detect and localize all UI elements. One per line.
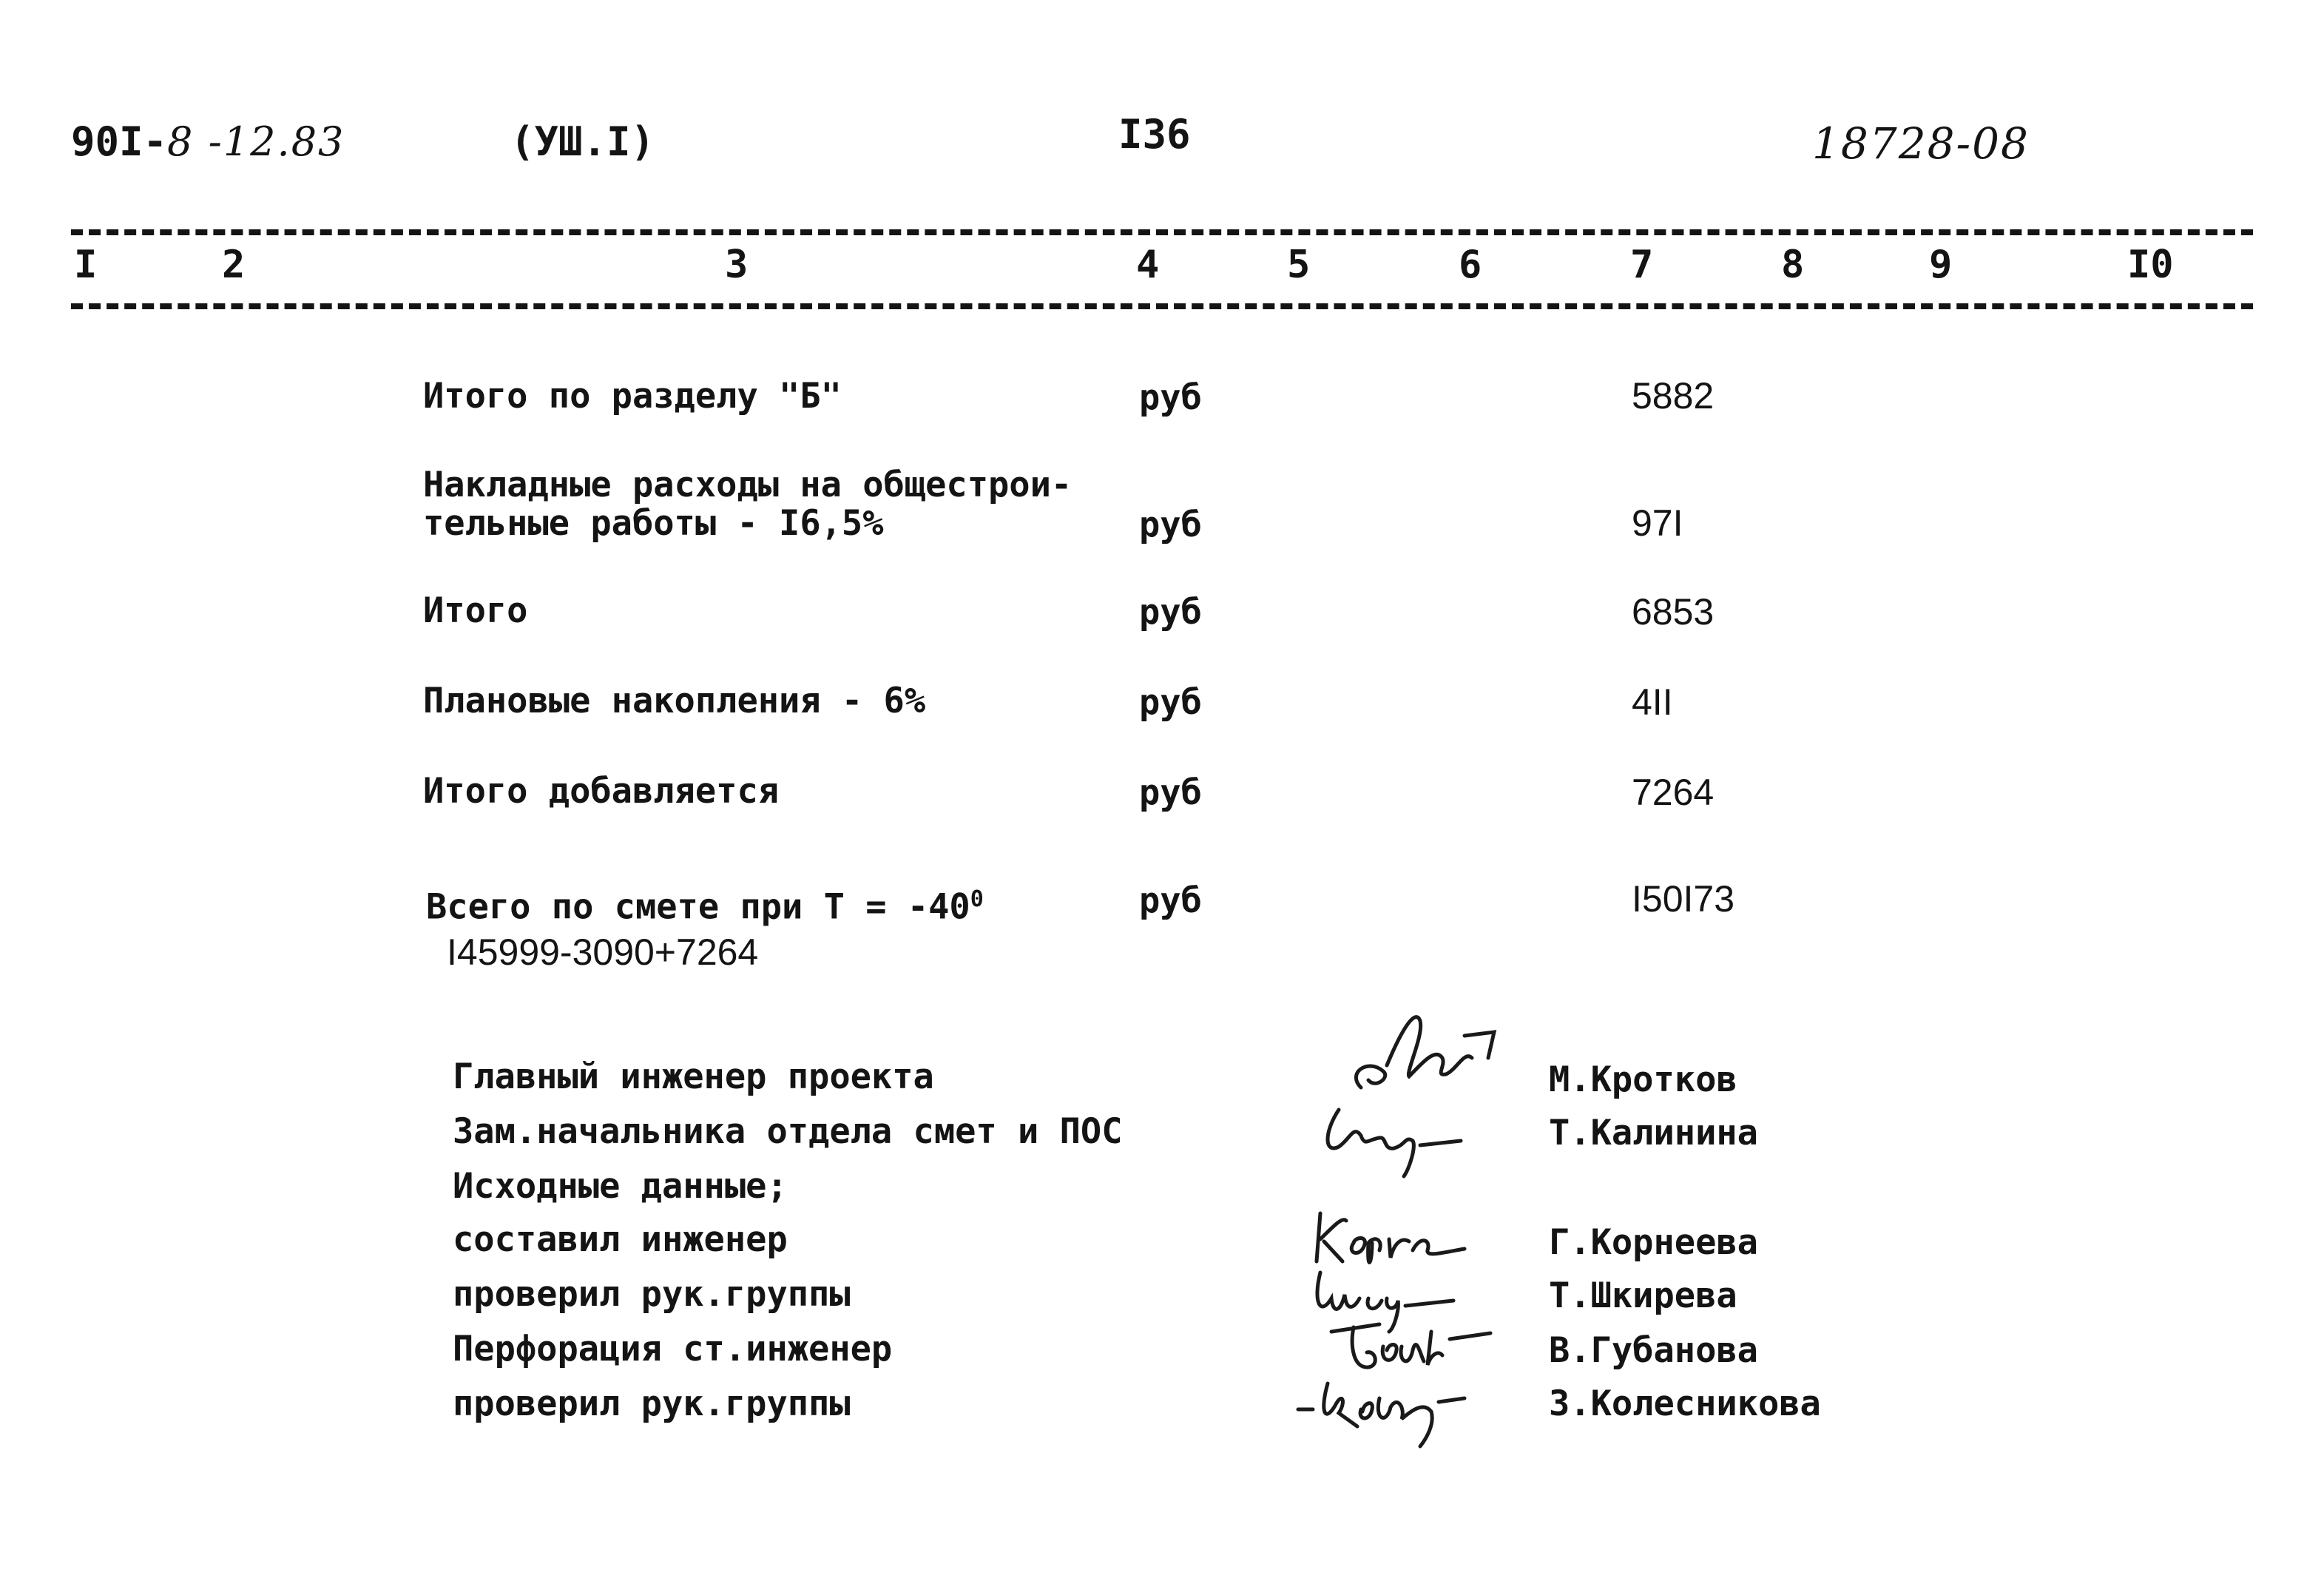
signer-name: В.Губанова	[1549, 1330, 1758, 1371]
total-amount: I50I73	[1632, 878, 1735, 920]
row-amount: 4II	[1632, 681, 1673, 723]
row-description: Итого	[423, 590, 528, 631]
row-description	[423, 466, 1072, 543]
signer-name: З.Колесникова	[1549, 1383, 1821, 1424]
column-number-9: 9	[1929, 243, 1953, 287]
signer-name: Т.Калинина	[1549, 1113, 1758, 1153]
column-number-5: 5	[1287, 243, 1311, 287]
row-description: Итого добавляется	[423, 771, 780, 812]
column-number-2: 2	[222, 243, 246, 287]
row-description-line: Накладные расходы на общестрои-	[423, 465, 1073, 505]
row-unit: руб	[1139, 592, 1202, 633]
column-number-6: 6	[1459, 243, 1482, 287]
row-description: Плановые накопления - 6%	[423, 681, 926, 721]
row-unit: руб	[1139, 505, 1202, 545]
signature-role: проверил рук.группы	[453, 1274, 851, 1315]
column-number-10: I0	[2127, 243, 2174, 287]
row-amount: 97I	[1632, 502, 1683, 544]
signature-role: Перфорация ст.инженер	[453, 1329, 893, 1369]
total-description-text: Всего по смете при Т = -40	[426, 886, 970, 928]
column-number-7: 7	[1630, 243, 1654, 287]
column-header-bottom-rule	[71, 303, 2253, 309]
total-description	[426, 880, 984, 927]
signature-role: составил инженер	[453, 1219, 788, 1260]
column-number-8: 8	[1781, 243, 1805, 287]
signature-role: Главный инженер проекта	[453, 1056, 934, 1097]
signature-role: Исходные данные;	[453, 1166, 788, 1207]
signature-kolesnikova-image	[1287, 1369, 1472, 1450]
signer-name: М.Кротков	[1549, 1059, 1737, 1100]
document-code-printed: 90I-	[71, 118, 168, 165]
row-description-line: тельные работы - I6,5%	[423, 503, 884, 544]
column-number-1: I	[74, 243, 98, 287]
signature-role: Зам.начальника отдела смет и ПОС	[453, 1111, 1123, 1152]
signer-name: Т.Шкирева	[1549, 1275, 1737, 1316]
document-code-handwritten: 8 -12.83	[167, 118, 345, 165]
total-formula: I45999-3090+7264	[447, 931, 759, 973]
section-label: (УШ.I)	[510, 118, 655, 165]
signature-role: проверил рук.группы	[453, 1383, 851, 1424]
registry-number: 18728-08	[1812, 118, 2030, 169]
column-number-4: 4	[1136, 243, 1160, 287]
column-header-top-rule	[71, 229, 2253, 235]
degree-superscript: 0	[970, 886, 984, 912]
row-unit: руб	[1139, 377, 1202, 418]
row-description: Итого по разделу "Б"	[423, 376, 842, 417]
document-code	[71, 118, 345, 165]
row-amount: 5882	[1632, 375, 1715, 417]
row-unit: руб	[1139, 682, 1202, 723]
column-number-3: 3	[725, 243, 749, 287]
row-unit: руб	[1139, 880, 1202, 921]
row-unit: руб	[1139, 772, 1202, 813]
row-amount: 7264	[1632, 772, 1715, 813]
signer-name: Г.Корнеева	[1549, 1222, 1758, 1263]
signature-kalinina-image	[1309, 1095, 1487, 1184]
row-amount: 6853	[1632, 591, 1715, 633]
page-number: I36	[1118, 111, 1191, 158]
